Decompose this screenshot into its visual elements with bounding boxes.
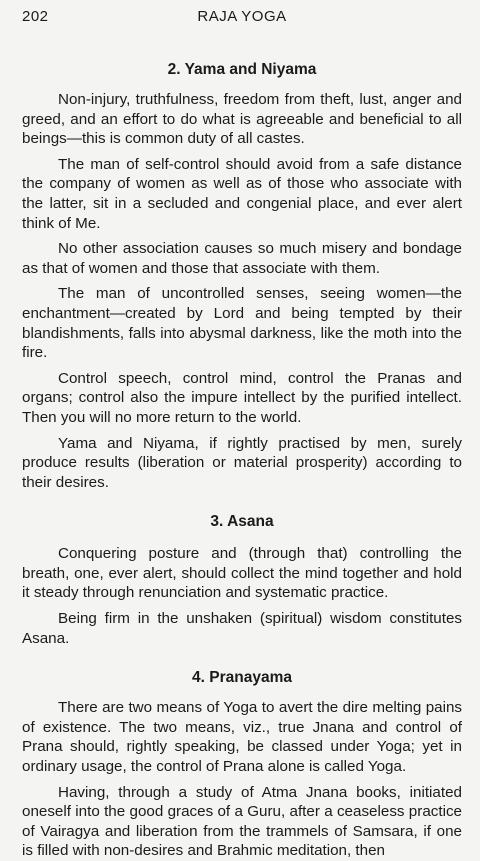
paragraph: Being firm in the unshaken (spiritual) wisdom constitutes Asana. — [22, 610, 462, 647]
paragraph: Control speech, control mind, control the Pranas and organs; control also the impure intellect by the purified intellect. Then you will no more return to the world. — [22, 369, 462, 426]
page-number: 202 — [22, 8, 49, 25]
paragraph: Conquering posture and (through that) controlling the breath, one, ever alert, should collect the mind together and hold it steady through renunciation and systematic practice. — [22, 545, 462, 602]
section-asana — [22, 512, 462, 648]
section-heading: 3. Asana — [210, 513, 274, 531]
section-yama-niyama — [22, 60, 462, 492]
section-heading: 2. Yama and Niyama — [167, 61, 317, 78]
paragraph: No other association causes so much misery and bondage as that of women and those that associate with them. — [22, 240, 462, 277]
paragraph: The man of self-control should avoid from a safe distance the company of women as well as of those who associate with the latter, sit in a secluded and congenial place, and ever alert think of Me. — [22, 155, 462, 232]
section-pranayama — [22, 668, 462, 861]
page-header — [22, 8, 462, 30]
paragraph: There are two means of Yoga to avert the dire melting pains of existence. The two means, viz., true Jnana and control of Prana should, rightly speaking, be classed under Yoga; yet in ordinary usage, the control of Prana alone is called Yoga. — [22, 699, 462, 776]
paragraph: Non-injury, truthfulness, freedom from theft, lust, anger and greed, and an effort to do what is agreeable and beneficial to all beings—this is common duty of all castes. — [22, 91, 462, 148]
paragraph: Yama and Niyama, if rightly practised by men, surely produce results (liberation or material prosperity) according to their desires. — [22, 434, 462, 491]
paragraph: Having, through a study of Atma Jnana books, initiated oneself into the good graces of a Guru, after a ceaseless practice of Vairagya and liberation from the trammels of Samsara, if one is filled with non-desires and Brahmic meditation, then — [22, 783, 462, 860]
section-heading: 4. Pranayama — [192, 669, 292, 687]
paragraph: The man of uncontrolled senses, seeing women—the enchantment—created by Lord and being tempted by their blandishments, falls into abysmal darkness, like the moth into the fire. — [22, 285, 462, 362]
running-title: RAJA YOGA — [197, 8, 287, 25]
